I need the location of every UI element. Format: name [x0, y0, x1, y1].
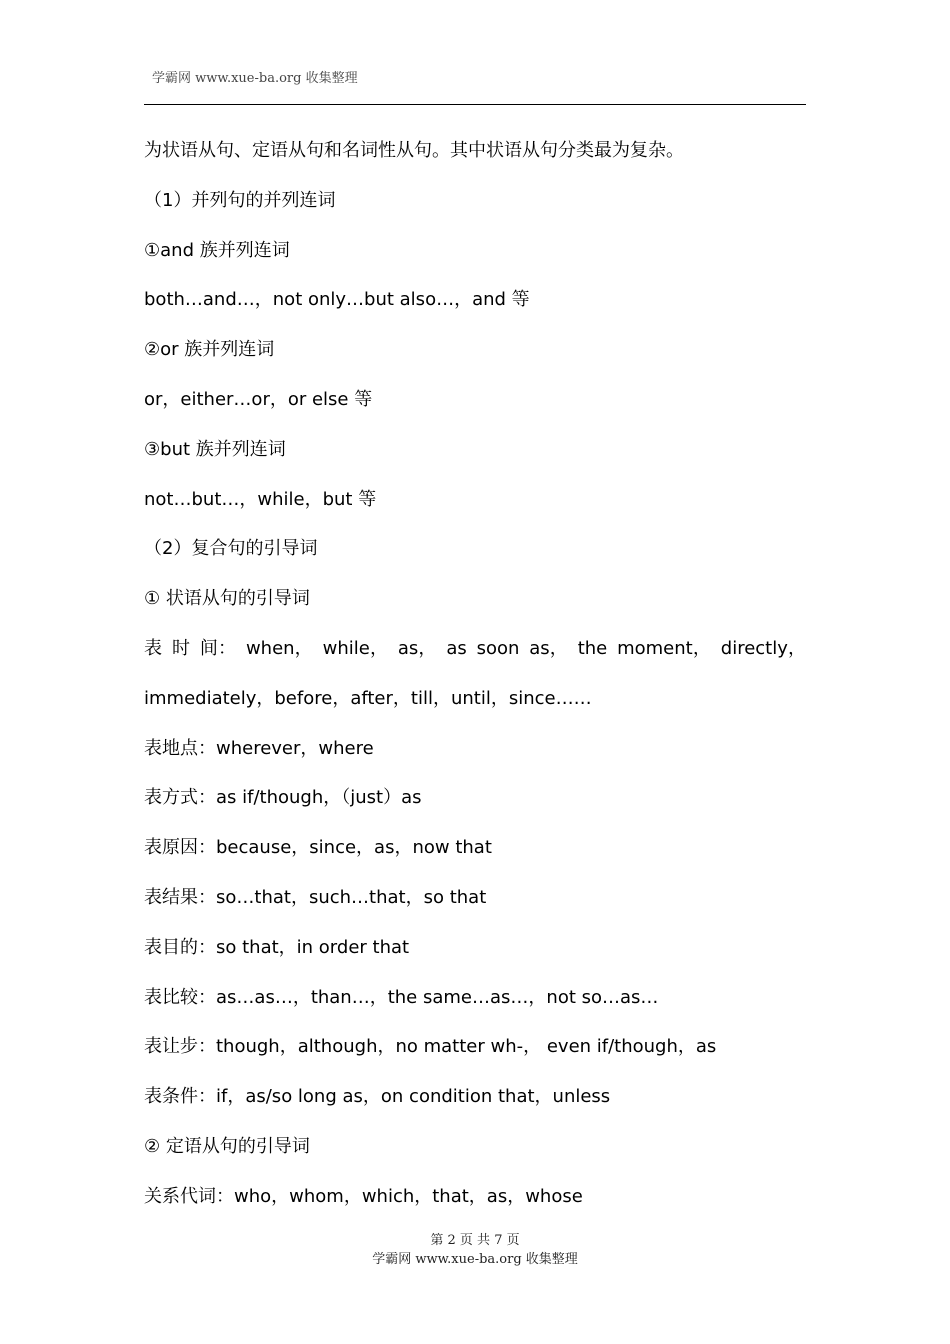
paragraph-line-purpose: 表目的：so that，in order that [144, 936, 410, 958]
paragraph-line-condition: 表条件：if，as/so long as，on condition that，unless [144, 1086, 611, 1108]
paragraph-line: or，either…or，or else 等 [144, 388, 373, 410]
paragraph-line: not…but…，while，but 等 [144, 488, 377, 510]
subheading-but-family: ③but 族并列连词 [144, 438, 286, 460]
paragraph-line-time: 表 时 间： when， while， as， as soon as， the moment， directly， [144, 637, 806, 659]
paragraph-line: 为状语从句、定语从句和名词性从句。其中状语从句分类最为复杂。 [144, 140, 684, 161]
paragraph-line-result: 表结果：so…that，such…that，so that [144, 886, 487, 908]
document-body [144, 126, 806, 1222]
page-header: 学霸网 www.xue-ba.org 收集整理 [152, 71, 358, 86]
page-footer: 学霸网 www.xue-ba.org 收集整理 [372, 1252, 578, 1267]
paragraph-line-place: 表地点：wherever，where [144, 737, 374, 759]
subheading-attributive: ② 定语从句的引导词 [144, 1135, 310, 1157]
paragraph-line: immediately，before，after，till，until，since…… [144, 687, 592, 709]
subheading-and-family: ①and 族并列连词 [144, 239, 290, 261]
paragraph-line-relative-pronouns: 关系代词：who，whom，which，that，as，whose [144, 1185, 583, 1207]
paragraph-line-reason: 表原因：because，since，as，now that [144, 837, 492, 859]
subheading-adverbial: ① 状语从句的引导词 [144, 588, 310, 610]
paragraph-line-comparison: 表比较：as…as…，than…，the same…as…，not so…as… [144, 986, 659, 1008]
section-heading-complex: （2）复合句的引导词 [144, 538, 318, 560]
paragraph-line: both…and…，not only…but also…，and 等 [144, 289, 530, 311]
header-divider [144, 104, 806, 105]
page-number: 第 2 页 共 7 页 [430, 1233, 520, 1248]
subheading-or-family: ②or 族并列连词 [144, 339, 275, 361]
section-heading-coordinating: （1）并列句的并列连词 [144, 189, 336, 211]
paragraph-line-manner: 表方式：as if/though，（just）as [144, 787, 422, 809]
paragraph-line-concession: 表让步：though，although，no matter wh-， even if/though，as [144, 1036, 717, 1058]
